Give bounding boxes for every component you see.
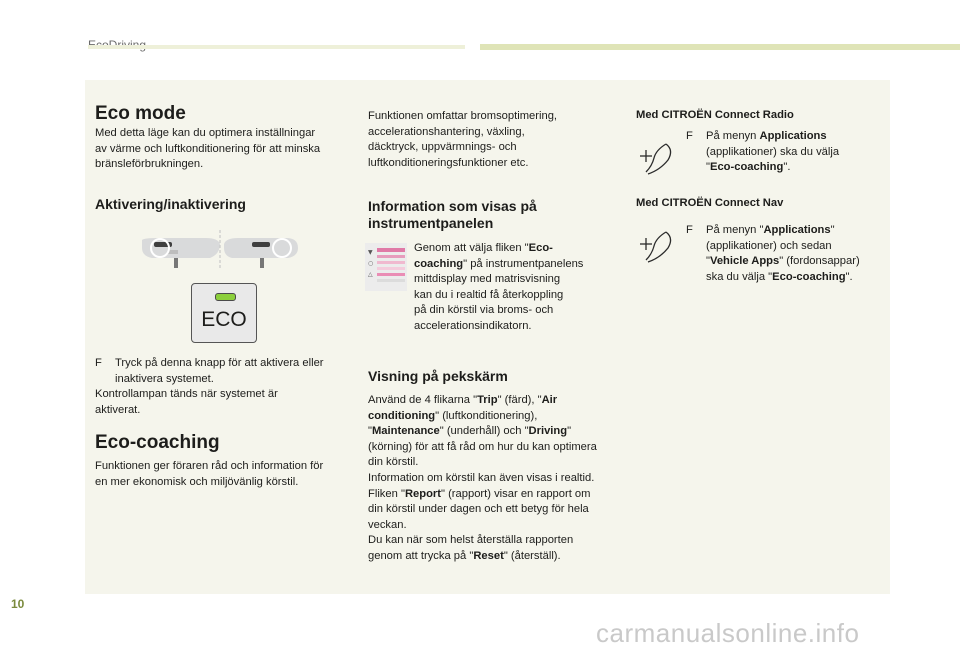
eco-mode-text-3: bränsleförbrukningen.: [95, 158, 204, 171]
eco-mode-text-1: Med detta läge kan du optimera inställningar: [95, 127, 316, 139]
touch-finger-icon: [638, 140, 678, 178]
info-line-2: coaching" på instrumentpanelens: [414, 257, 584, 270]
activation-note-1: Kontrollampan tänds när systemet är: [95, 388, 278, 401]
nav-line-2: (applikationer) och sedan: [706, 239, 832, 252]
right-dashboard-icon: [224, 238, 298, 268]
svg-text:△: △: [368, 271, 373, 278]
watermark: carmanualsonline.info: [596, 618, 860, 648]
info-text: [414, 241, 619, 335]
eco-indicator-led: [215, 293, 236, 301]
activation-step-1: Tryck på denna knapp för att aktivera eller: [115, 357, 324, 369]
connect-radio-text: [686, 129, 876, 176]
touch-line-4: (körning) för att få råd om hur du kan optimera: [368, 440, 597, 453]
eco-coaching-line-2: en mer ekonomisk och miljövänlig körstil.: [95, 475, 299, 488]
info-line-3: mittdisplay med matrisvisning: [414, 273, 561, 286]
left-dashboard-icon: [142, 238, 220, 268]
eco-button[interactable]: [191, 283, 257, 343]
connect-nav-text: [686, 223, 876, 285]
bullet-marker: F: [686, 224, 693, 236]
info-line-5: på din körstil via broms- och: [414, 304, 554, 317]
nav-line-3: "Vehicle Apps" (fordonsappar): [706, 255, 860, 268]
touch-line-9: veckan.: [368, 518, 407, 531]
page-number: 10: [11, 597, 25, 611]
intro-line-1: Funktionen omfattar bromsoptimering,: [368, 110, 558, 122]
activation-note-2: aktiverat.: [95, 403, 141, 416]
info-title: [368, 198, 618, 232]
column-info-intro: [368, 109, 618, 171]
touch-finger-icon: [638, 228, 678, 266]
touch-line-2: conditioning" (luftkonditionering),: [368, 409, 538, 422]
header-bar-left: [88, 45, 465, 49]
instrument-display-thumbnail: [365, 243, 407, 291]
activation-instructions: [95, 356, 353, 418]
bullet-marker: F: [686, 130, 693, 142]
eco-button-label: ECO: [201, 308, 247, 331]
intro-line-2: accelerationshantering, växling,: [368, 125, 525, 138]
eco-coaching-line-1: Funktionen ger föraren råd och information för: [95, 460, 324, 472]
radio-line-3: "Eco-coaching".: [706, 161, 791, 174]
touch-line-8: din körstil under dagen och ett betyg för hela: [368, 503, 589, 516]
touchscreen-title: Visning på pekskärm: [368, 368, 508, 384]
eco-coaching-title: Eco-coaching: [95, 432, 220, 453]
svg-text:▼: ▼: [368, 249, 373, 256]
header-bar-right: [480, 44, 960, 50]
radio-line-1: På menyn Applications: [706, 130, 827, 142]
touch-line-7: Fliken "Report" (rapport) visar en rapport om: [368, 487, 591, 500]
eco-mode-text-2: av värme och luftkonditionering för att minska: [95, 142, 321, 155]
column-eco-mode: [95, 103, 350, 173]
touchscreen-text: [368, 393, 630, 565]
nav-line-1: På menyn "Applications": [706, 224, 835, 236]
info-line-1: Genom att välja fliken "Eco-: [414, 242, 553, 254]
activation-step-2: inaktivera systemet.: [115, 372, 214, 385]
info-title-line-2: instrumentpanelen: [368, 215, 494, 231]
touch-line-10: Du kan när som helst återställa rapporten: [368, 534, 574, 547]
intro-line-3: däcktryck, uppvärmnings- och: [368, 141, 517, 154]
svg-text:○: ○: [368, 260, 374, 267]
touch-line-11: genom att trycka på "Reset" (återställ).: [368, 549, 561, 562]
info-line-6: accelerationsindikatorn.: [414, 319, 532, 332]
seat-steering-illustration: [140, 228, 300, 272]
eco-mode-title: Eco mode: [95, 103, 186, 124]
connect-radio-title: Med CITROËN Connect Radio: [636, 109, 794, 121]
connect-nav-title: Med CITROËN Connect Nav: [636, 197, 784, 209]
radio-line-2: (applikationer) ska du välja: [706, 145, 840, 158]
touch-line-3: "Maintenance" (underhåll) och "Driving": [368, 425, 572, 438]
intro-line-4: luftkonditioneringsfunktioner etc.: [368, 156, 529, 169]
touch-line-6: Information om körstil kan även visas i realtid.: [368, 471, 595, 484]
info-title-line-1: Information som visas på: [368, 198, 537, 214]
activation-title: Aktivering/inaktivering: [95, 196, 246, 212]
bullet-marker: F: [95, 357, 102, 369]
touch-line-1: Använd de 4 flikarna "Trip" (färd), "Air: [368, 394, 558, 406]
info-line-4: kan du i realtid få återkoppling: [414, 288, 564, 301]
eco-coaching-text: [95, 459, 353, 490]
touch-line-5: din körstil.: [368, 456, 419, 469]
nav-line-4: ska du välja "Eco-coaching".: [706, 270, 853, 283]
